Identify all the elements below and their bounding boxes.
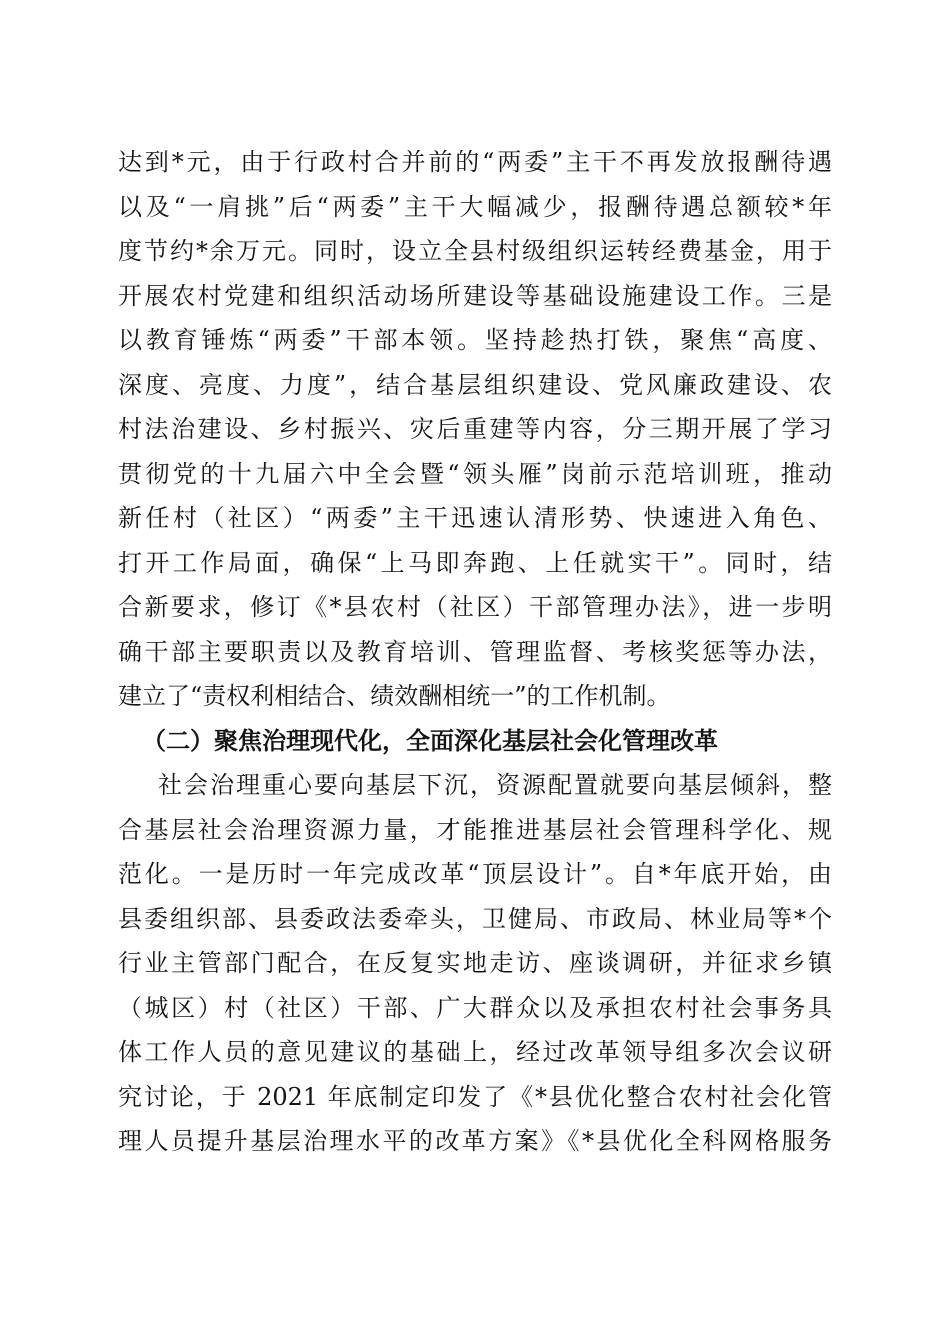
section-heading: （二）聚焦治理现代化，全面深化基层社会化管理改革 [142, 725, 718, 755]
text-line: 行业主管部门配合，在反复实地走访、座谈调研，并征求乡镇 [118, 949, 832, 977]
text-line: 体工作人员的意见建议的基础上，经过改革领导组多次会议研 [118, 1038, 832, 1066]
text-line: 以教育锤炼“两委”干部本领。坚持趁热打铁，聚焦“高度、 [118, 326, 832, 354]
text-line: 贯彻党的十九届六中全会暨“领头雁”岗前示范培训班，推动 [118, 459, 832, 488]
body-text [118, 140, 832, 1164]
text-line: 新任村（社区）“两委”主干迅速认清形势、快速进入角色、 [118, 504, 832, 532]
text-line: 范化。一是历时一年完成改革“顶层设计”。自*年底开始，由 [118, 860, 832, 888]
text-line: 达到*元，由于行政村合并前的“两委”主干不再发放报酬待遇 [118, 148, 832, 176]
text-line: 合新要求，修订《*县农村（社区）干部管理办法》，进一步明 [118, 593, 832, 621]
text-line: （城区）村（社区）干部、广大群众以及承担农村社会事务具 [118, 993, 832, 1022]
text-line: 理人员提升基层治理水平的改革方案》《*县优化全科网格服务 [118, 1127, 832, 1155]
text-line: 开展农村党建和组织活动场所建设等基础设施建设工作。三是 [118, 281, 832, 310]
text-line: 合基层社会治理资源力量，才能推进基层社会管理科学化、规 [118, 815, 832, 844]
text-line: 确干部主要职责以及教育培训、管理监督、考核奖惩等办法， [118, 637, 832, 666]
text-line: 打开工作局面，确保“上马即奔跑、上任就实干”。同时，结 [118, 548, 832, 577]
text-line: 建立了“责权利相结合、绩效酬相统一”的工作机制。 [118, 682, 671, 710]
text-line: 社会治理重心要向基层下沉，资源配置就要向基层倾斜，整 [158, 771, 832, 799]
text-line: 度节约*余万元。同时，设立全县村级组织运转经费基金，用于 [118, 237, 832, 265]
text-line: 深度、亮度、力度”，结合基层组织建设、党风廉政建设、农 [118, 370, 832, 399]
text-line: 村法治建设、乡村振兴、灾后重建等内容，分三期开展了学习 [118, 415, 832, 443]
text-line: 究讨论，于 2021 年底制定印发了《*县优化整合农村社会化管 [118, 1082, 832, 1111]
text-line: 县委组织部、县委政法委牵头，卫健局、市政局、林业局等*个 [118, 904, 832, 933]
text-line: 以及“一肩挑”后“两委”主干大幅减少，报酬待遇总额较*年 [118, 192, 832, 221]
